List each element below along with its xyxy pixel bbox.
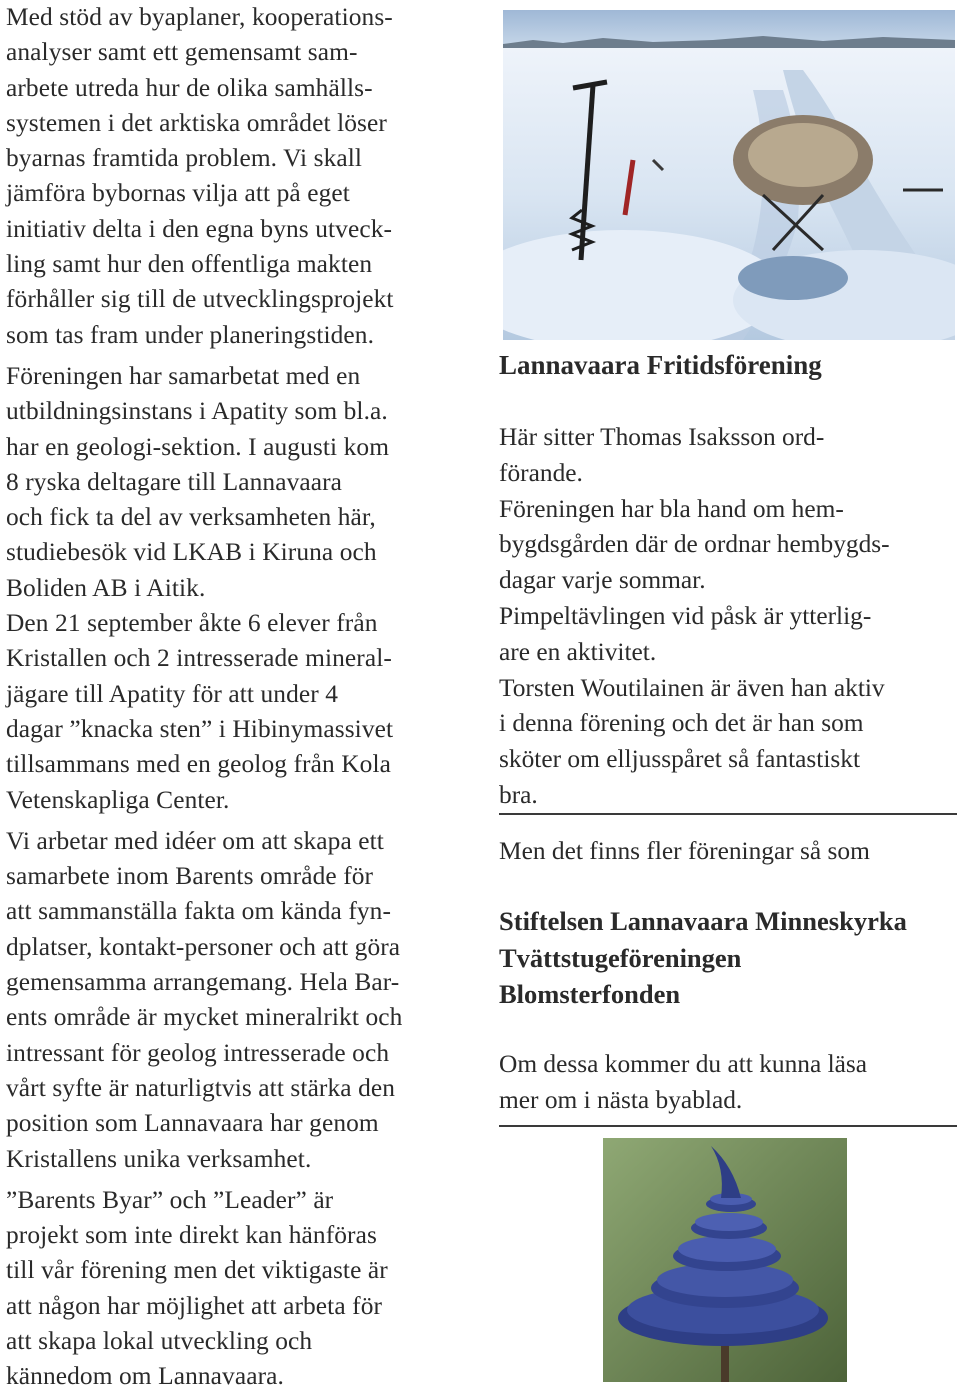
paragraph-barents-ideas: Vi arbetar med idéer om att skapa ett samarbete inom Barents område för att sammanställa fakta om kända fyn- dplatser, kontakt-personer och att göra gemensamma arrangemang. Hela Bar- ents område är mycket mineralrikt och intressant för geolog intresserade och vårt syfte är naturligtvis att stärka den position som Lannavaara har genom Kristallens unika verksamhet. [6, 826, 403, 1173]
divider-bottom [499, 1125, 957, 1127]
association-item: Stiftelsen Lannavaara Minneskyrka [499, 906, 907, 936]
felt-hat-illustration [603, 1138, 847, 1382]
left-column [6, 0, 468, 1395]
paragraph-ski-track: Torsten Woutilainen är även han aktiv i denna förening och det är han som sköter om elljusspåret så fantastiskt bra. [499, 673, 885, 809]
next-issue-paragraph: Om dessa kommer du att kunna läsa mer om i nästa byablad. [499, 1050, 868, 1114]
association-heading: Lannavaara Fritidsförening [499, 350, 822, 380]
paragraph-chairman: Här sitter Thomas Isaksson ord- förande. [499, 423, 825, 487]
associations-list [499, 903, 907, 1013]
paragraph-homestead: Föreningen har bla hand om hem- bygdsgården där de ordnar hembygds- dagar varje sommar. [499, 494, 890, 595]
paragraph-plans: Med stöd av byaplaner, kooperations- analyser samt ett gemensamt sam- arbete utreda hur de olika samhälls- systemen i det arktiska området löser byarnas framtida problem. Vi skall jämföra bybornas vilja att på eget initiativ delta i den egna byns utveck- ling samt hur den offentliga makten förhåller sig till de utvecklingsprojekt som tas fram under planeringstiden. [6, 3, 394, 349]
ice-fishing-illustration [503, 10, 955, 340]
association-item: Tvättstugeföreningen [499, 942, 742, 973]
association-body [499, 420, 959, 814]
paragraph-competition: Pimpeltävlingen vid påsk är ytterlig- are en aktivitet. [499, 601, 872, 666]
divider-top [499, 813, 957, 815]
paragraph-cooperation: Föreningen har samarbetat med en utbildningsinstans i Apatity som bl.a. har en geologi-sektion. I augusti kom 8 ryska deltagare till Lannavaara och fick ta del av verksamheten här, studiebesök vid LKAB i Kiruna och Boliden AB i Aitik. [6, 361, 390, 602]
felt-hat-photo [603, 1138, 847, 1382]
paragraph-barents-byar: ”Barents Byar” och ”Leader” är projekt som inte direkt kan hänföras till vår förening men det viktigaste är att någon har möjlighet att arbeta för att skapa lokal utveckling och kännedom om Lannavaara. [6, 1185, 388, 1391]
ice-fishing-photo [503, 10, 955, 340]
paragraph-september-trip: Den 21 september åkte 6 elever från Kristallen och 2 intresserade mineral- jägare till Apatity för att under 4 dagar ”knacka sten” i Hibinymassivet tillsammans med en geolog från Kola Vetenskapliga Center. [6, 609, 394, 814]
association-item: Blomsterfonden [499, 979, 681, 1009]
next-issue-text [499, 1047, 959, 1119]
more-associations-text: Men det finns fler föreningar så som [499, 837, 870, 865]
